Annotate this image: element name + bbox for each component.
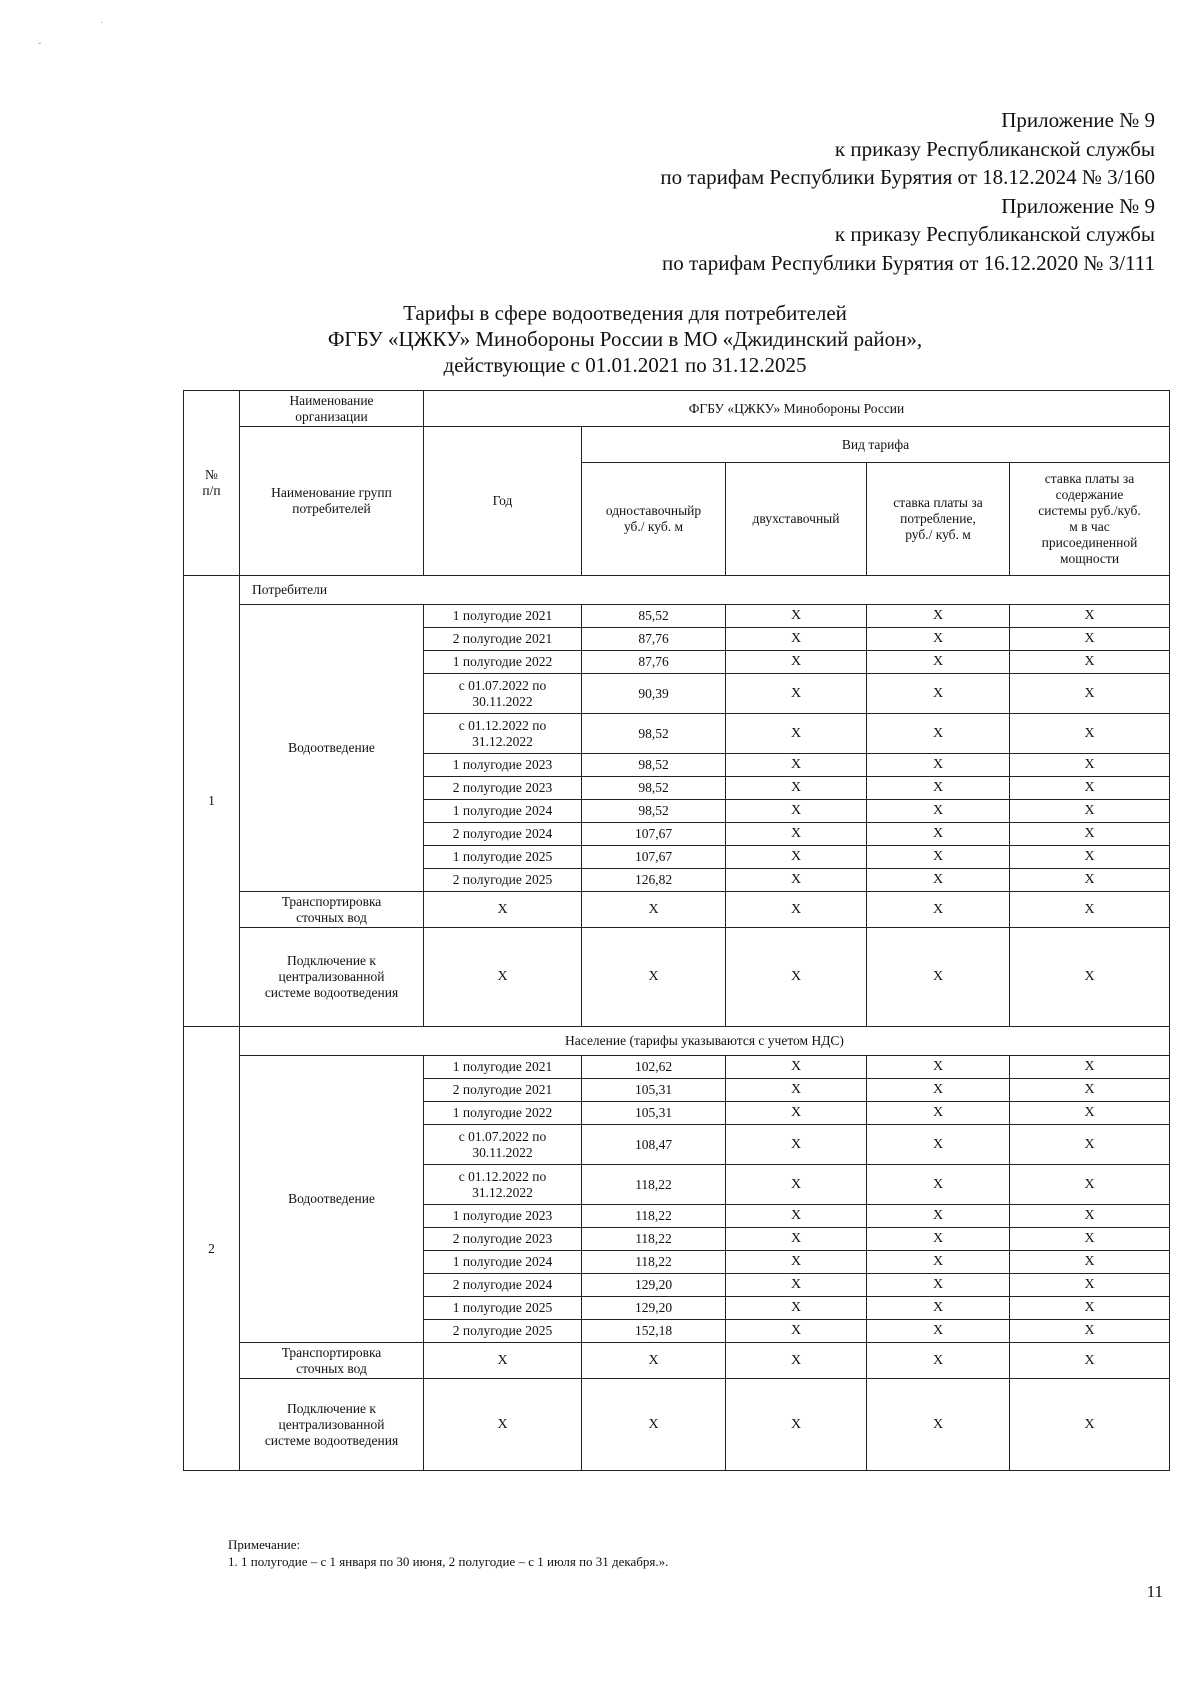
two-part-value: X [726,1102,867,1125]
period-cell: 2 полугодие 2021 [424,628,582,651]
consumption-rate-value: X [867,628,1010,651]
period-cell: 2 полугодие 2023 [424,777,582,800]
capacity-rate-value: X [1010,674,1170,714]
one-part-value: 107,67 [582,846,726,869]
one-part-value: 98,52 [582,777,726,800]
consumption-rate-value: X [867,605,1010,628]
connection-year: X [424,1379,582,1471]
header-line: по тарифам Республики Бурятия от 16.12.2020 № 3/111 [661,250,1155,275]
transport-label: Транспортировка сточных вод [240,892,424,928]
capacity-rate-value: X [1010,714,1170,754]
period-cell: 1 полугодие 2023 [424,754,582,777]
capacity-rate-value: X [1010,1205,1170,1228]
title-line: ФГБУ «ЦЖКУ» Минобороны России в МО «Джидинский район», [327,327,923,351]
capacity-rate-value: X [1010,628,1170,651]
two-part-value: X [726,1205,867,1228]
consumption-rate-value: X [867,1205,1010,1228]
header-num: № п/п [184,391,240,576]
consumption-rate-value: X [867,1079,1010,1102]
transport-consumption: X [867,892,1010,928]
capacity-rate-value: X [1010,800,1170,823]
period-cell: 2 полугодие 2023 [424,1228,582,1251]
capacity-rate-value: X [1010,1274,1170,1297]
header-org-label: Наименование организации [240,391,424,427]
two-part-value: X [726,1056,867,1079]
capacity-rate-value: X [1010,1165,1170,1205]
two-part-value: X [726,777,867,800]
header-one-part: одноставочныйр уб./ куб. м [582,463,726,576]
capacity-rate-value: X [1010,1056,1170,1079]
two-part-value: X [726,1251,867,1274]
connection-consumption: X [867,1379,1010,1471]
period-cell: 1 полугодие 2023 [424,1205,582,1228]
header-year: Год [424,427,582,576]
two-part-value: X [726,1228,867,1251]
one-part-value: 105,31 [582,1079,726,1102]
capacity-rate-value: X [1010,605,1170,628]
transport-row [184,1343,1170,1379]
connection-capacity: X [1010,928,1170,1027]
connection-label: Подключение к централизованной системе водоотведения [240,1379,424,1471]
two-part-value: X [726,1165,867,1205]
connection-capacity: X [1010,1379,1170,1471]
consumption-rate-value: X [867,1251,1010,1274]
two-part-value: X [726,605,867,628]
transport-year: X [424,892,582,928]
consumption-rate-value: X [867,1320,1010,1343]
transport-label: Транспортировка сточных вод [240,1343,424,1379]
two-part-value: X [726,754,867,777]
one-part-value: 129,20 [582,1274,726,1297]
title-line: Тарифы в сфере водоотведения для потребителей [403,301,847,325]
connection-one-part: X [582,928,726,1027]
tariff-table [183,390,1170,1471]
consumption-rate-value: X [867,869,1010,892]
section-title: Население (тарифы указываются с учетом НДС) [240,1027,1170,1056]
header-line: к приказу Республиканской службы [834,136,1155,161]
one-part-value: 102,62 [582,1056,726,1079]
connection-consumption: X [867,928,1010,1027]
document-title [180,300,1070,378]
header-line: к приказу Республиканской службы [834,222,1155,246]
consumption-rate-value: X [867,777,1010,800]
period-cell: с 01.12.2022 по 31.12.2022 [424,1165,582,1205]
consumption-rate-value: X [867,1102,1010,1125]
header-line: Приложение № 9 [1001,108,1155,132]
two-part-value: X [726,1125,867,1165]
period-cell: 1 полугодие 2022 [424,1102,582,1125]
transport-two-part: X [726,1343,867,1379]
connection-two-part: X [726,928,867,1027]
consumption-rate-value: X [867,651,1010,674]
connection-row [184,928,1170,1027]
consumption-rate-value: X [867,1165,1010,1205]
period-cell: 2 полугодие 2021 [424,1079,582,1102]
header-groups: Наименование групп потребителей [240,427,424,576]
connection-two-part: X [726,1379,867,1471]
consumption-rate-value: X [867,1125,1010,1165]
two-part-value: X [726,1320,867,1343]
appendix-header [455,106,1155,277]
one-part-value: 152,18 [582,1320,726,1343]
page-number: 11 [1146,1582,1163,1601]
capacity-rate-value: X [1010,1251,1170,1274]
capacity-rate-value: X [1010,1297,1170,1320]
connection-label: Подключение к централизованной системе водоотведения [240,928,424,1027]
consumption-rate-value: X [867,846,1010,869]
connection-year: X [424,928,582,1027]
period-cell: 2 полугодие 2025 [424,869,582,892]
period-cell: 1 полугодие 2024 [424,1251,582,1274]
capacity-rate-value: X [1010,1228,1170,1251]
capacity-rate-value: X [1010,823,1170,846]
notes-item: 1. 1 полугодие – с 1 января по 30 июня, 2 полугодие – с 1 июля по 31 декабря.». [228,1554,669,1569]
capacity-rate-value: X [1010,777,1170,800]
consumption-rate-value: X [867,823,1010,846]
title-line: действующие с 01.01.2021 по 31.12.2025 [443,353,807,377]
period-cell: 1 полугодие 2025 [424,846,582,869]
section-number: 1 [184,576,240,1027]
period-cell: с 01.07.2022 по 30.11.2022 [424,1125,582,1165]
group-name: Водоотведение [240,605,424,892]
section-title-row [184,1027,1170,1056]
period-cell: 1 полугодие 2022 [424,651,582,674]
transport-year: X [424,1343,582,1379]
one-part-value: 105,31 [582,1102,726,1125]
period-cell: с 01.12.2022 по 31.12.2022 [424,714,582,754]
transport-consumption: X [867,1343,1010,1379]
one-part-value: 118,22 [582,1165,726,1205]
header-capacity-rate: ставка платы за содержание системы руб./куб. м в час присоединенной мощности [1010,463,1170,576]
transport-capacity: X [1010,1343,1170,1379]
consumption-rate-value: X [867,1056,1010,1079]
header-org-value: ФГБУ «ЦЖКУ» Минобороны России [424,391,1170,427]
two-part-value: X [726,651,867,674]
section-title: Потребители [240,576,1170,605]
table-row [184,1056,1170,1079]
period-cell: 1 полугодие 2024 [424,800,582,823]
two-part-value: X [726,823,867,846]
table-body [184,576,1170,1471]
two-part-value: X [726,1274,867,1297]
one-part-value: 98,52 [582,800,726,823]
section-title-row [184,576,1170,605]
one-part-value: 108,47 [582,1125,726,1165]
transport-capacity: X [1010,892,1170,928]
consumption-rate-value: X [867,714,1010,754]
transport-one-part: X [582,1343,726,1379]
connection-row [184,1379,1170,1471]
period-cell: 1 полугодие 2021 [424,1056,582,1079]
period-cell: 2 полугодие 2025 [424,1320,582,1343]
period-cell: 1 полугодие 2025 [424,1297,582,1320]
period-cell: 1 полугодие 2021 [424,605,582,628]
transport-one-part: X [582,892,726,928]
section-number: 2 [184,1027,240,1471]
capacity-rate-value: X [1010,869,1170,892]
two-part-value: X [726,1079,867,1102]
capacity-rate-value: X [1010,1320,1170,1343]
capacity-rate-value: X [1010,1125,1170,1165]
capacity-rate-value: X [1010,846,1170,869]
two-part-value: X [726,869,867,892]
one-part-value: 87,76 [582,651,726,674]
two-part-value: X [726,800,867,823]
header-consumption-rate: ставка платы за потребление, руб./ куб. м [867,463,1010,576]
one-part-value: 118,22 [582,1251,726,1274]
two-part-value: X [726,1297,867,1320]
consumption-rate-value: X [867,674,1010,714]
header-line: по тарифам Республики Бурятия от 18.12.2024 № 3/160 [660,165,1155,189]
consumption-rate-value: X [867,1274,1010,1297]
one-part-value: 87,76 [582,628,726,651]
one-part-value: 118,22 [582,1228,726,1251]
capacity-rate-value: X [1010,1102,1170,1125]
notes [228,1536,668,1570]
consumption-rate-value: X [867,754,1010,777]
table-row [184,605,1170,628]
period-cell: 2 полугодие 2024 [424,823,582,846]
transport-two-part: X [726,892,867,928]
capacity-rate-value: X [1010,1079,1170,1102]
connection-one-part: X [582,1379,726,1471]
two-part-value: X [726,628,867,651]
consumption-rate-value: X [867,800,1010,823]
capacity-rate-value: X [1010,651,1170,674]
header-tariff-type: Вид тарифа [582,427,1170,463]
one-part-value: 90,39 [582,674,726,714]
scan-speck: ˇ [38,42,42,53]
one-part-value: 98,52 [582,714,726,754]
notes-heading: Примечание: [228,1537,301,1552]
header-line: Приложение № 9 [1001,193,1155,218]
consumption-rate-value: X [867,1297,1010,1320]
two-part-value: X [726,846,867,869]
two-part-value: X [726,714,867,754]
two-part-value: X [726,674,867,714]
period-cell: 2 полугодие 2024 [424,1274,582,1297]
transport-row [184,892,1170,928]
one-part-value: 98,52 [582,754,726,777]
one-part-value: 129,20 [582,1297,726,1320]
one-part-value: 85,52 [582,605,726,628]
one-part-value: 118,22 [582,1205,726,1228]
scan-speck: · [100,18,104,29]
period-cell: с 01.07.2022 по 30.11.2022 [424,674,582,714]
group-name: Водоотведение [240,1056,424,1343]
consumption-rate-value: X [867,1228,1010,1251]
capacity-rate-value: X [1010,754,1170,777]
one-part-value: 126,82 [582,869,726,892]
one-part-value: 107,67 [582,823,726,846]
header-two-part: двухставочный [726,463,867,576]
